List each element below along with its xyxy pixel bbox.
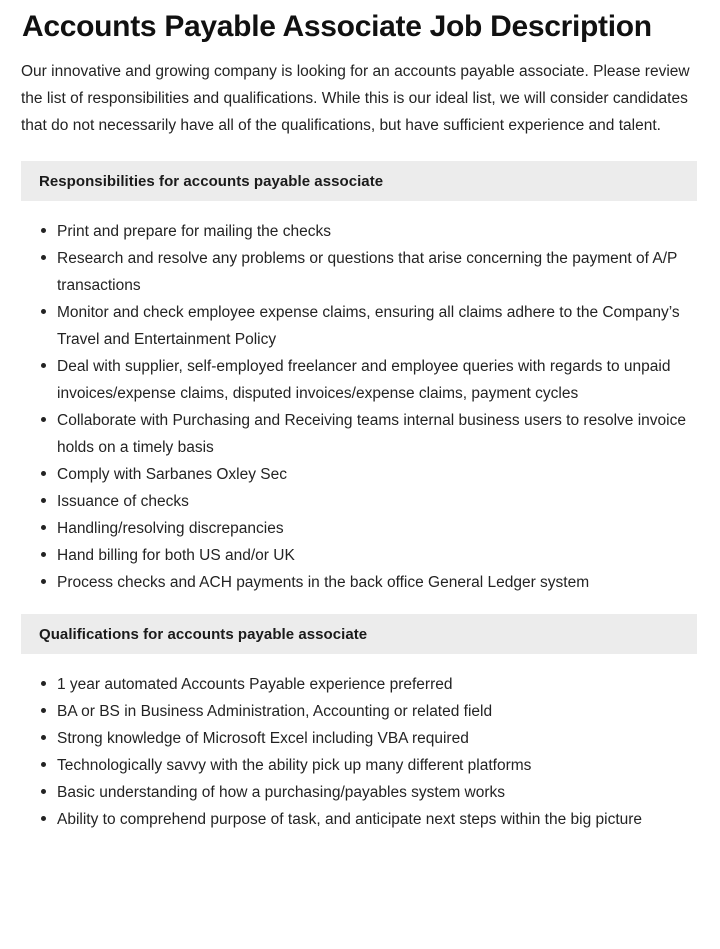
list-item: [0, 461, 720, 488]
list-item: [0, 779, 720, 806]
list-item-text: Issuance of checks: [57, 493, 189, 510]
bullet-dot-icon: [41, 579, 46, 584]
responsibilities-list: [0, 201, 720, 596]
list-item-text: Ability to comprehend purpose of task, and anticipate next steps within the big picture: [57, 811, 643, 828]
list-item-text: Monitor and check employee expense claims, ensuring all claims adhere to the Company’s Travel and Entertainment Policy: [57, 304, 680, 348]
bullet-dot-icon: [41, 708, 46, 713]
bullet-dot-icon: [41, 498, 46, 503]
responsibilities-section: [0, 161, 720, 596]
list-item-text: Technologically savvy with the ability pick up many different platforms: [57, 757, 532, 774]
list-item: [0, 245, 720, 299]
qualifications-list: [0, 654, 720, 833]
responsibilities-section-bar: [21, 161, 697, 201]
list-item: [0, 542, 720, 569]
bullet-dot-icon: [41, 681, 46, 686]
list-item-text: Handling/resolving discrepancies: [57, 520, 284, 537]
list-item: [0, 218, 720, 245]
responsibilities-heading: Responsibilities for accounts payable associate: [39, 172, 384, 190]
list-item: [0, 299, 720, 353]
list-item: [0, 725, 720, 752]
bullet-dot-icon: [41, 228, 46, 233]
list-item-text: 1 year automated Accounts Payable experience preferred: [57, 676, 453, 693]
bullet-dot-icon: [41, 417, 46, 422]
page-title: Accounts Payable Associate Job Description: [22, 10, 652, 43]
list-item-text: Collaborate with Purchasing and Receiving teams internal business users to resolve invoice holds on a timely basis: [57, 412, 686, 456]
qualifications-section-bar: [21, 614, 697, 654]
qualifications-heading: Qualifications for accounts payable associate: [39, 625, 368, 643]
bullet-dot-icon: [41, 363, 46, 368]
bullet-dot-icon: [41, 762, 46, 767]
list-item-text: Hand billing for both US and/or UK: [57, 547, 295, 564]
list-item-text: Strong knowledge of Microsoft Excel including VBA required: [57, 730, 469, 747]
list-item-text: Process checks and ACH payments in the back office General Ledger system: [57, 574, 590, 591]
list-item-text: Research and resolve any problems or questions that arise concerning the payment of A/P transactions: [57, 250, 678, 294]
bullet-dot-icon: [41, 255, 46, 260]
bullet-dot-icon: [41, 309, 46, 314]
list-item-text: Basic understanding of how a purchasing/payables system works: [57, 784, 506, 801]
list-item-text: Comply with Sarbanes Oxley Sec: [57, 466, 288, 483]
list-item: [0, 752, 720, 779]
list-item: [0, 806, 720, 833]
list-item: [0, 569, 720, 596]
list-item: [0, 407, 720, 461]
list-item: [0, 488, 720, 515]
list-item-text: Print and prepare for mailing the checks: [57, 223, 331, 240]
list-item: [0, 353, 720, 407]
list-item: [0, 515, 720, 542]
qualifications-section: [0, 614, 720, 833]
bullet-dot-icon: [41, 816, 46, 821]
bullet-dot-icon: [41, 552, 46, 557]
bullet-dot-icon: [41, 789, 46, 794]
list-item-text: BA or BS in Business Administration, Accounting or related field: [57, 703, 493, 720]
bullet-dot-icon: [41, 525, 46, 530]
intro-paragraph: Our innovative and growing company is looking for an accounts payable associate. Please review the list of responsibilities and qualifications. While this is our ideal list, we will consider candidates that do not necessarily have all of the qualifications, but have sufficient experience and talent.: [21, 63, 690, 134]
list-item-text: Deal with supplier, self-employed freelancer and employee queries with regards to unpaid invoices/expense claims, disputed invoices/expense claims, payment cycles: [57, 358, 671, 402]
bullet-dot-icon: [41, 735, 46, 740]
list-item: [0, 698, 720, 725]
bullet-dot-icon: [41, 471, 46, 476]
list-item: [0, 671, 720, 698]
